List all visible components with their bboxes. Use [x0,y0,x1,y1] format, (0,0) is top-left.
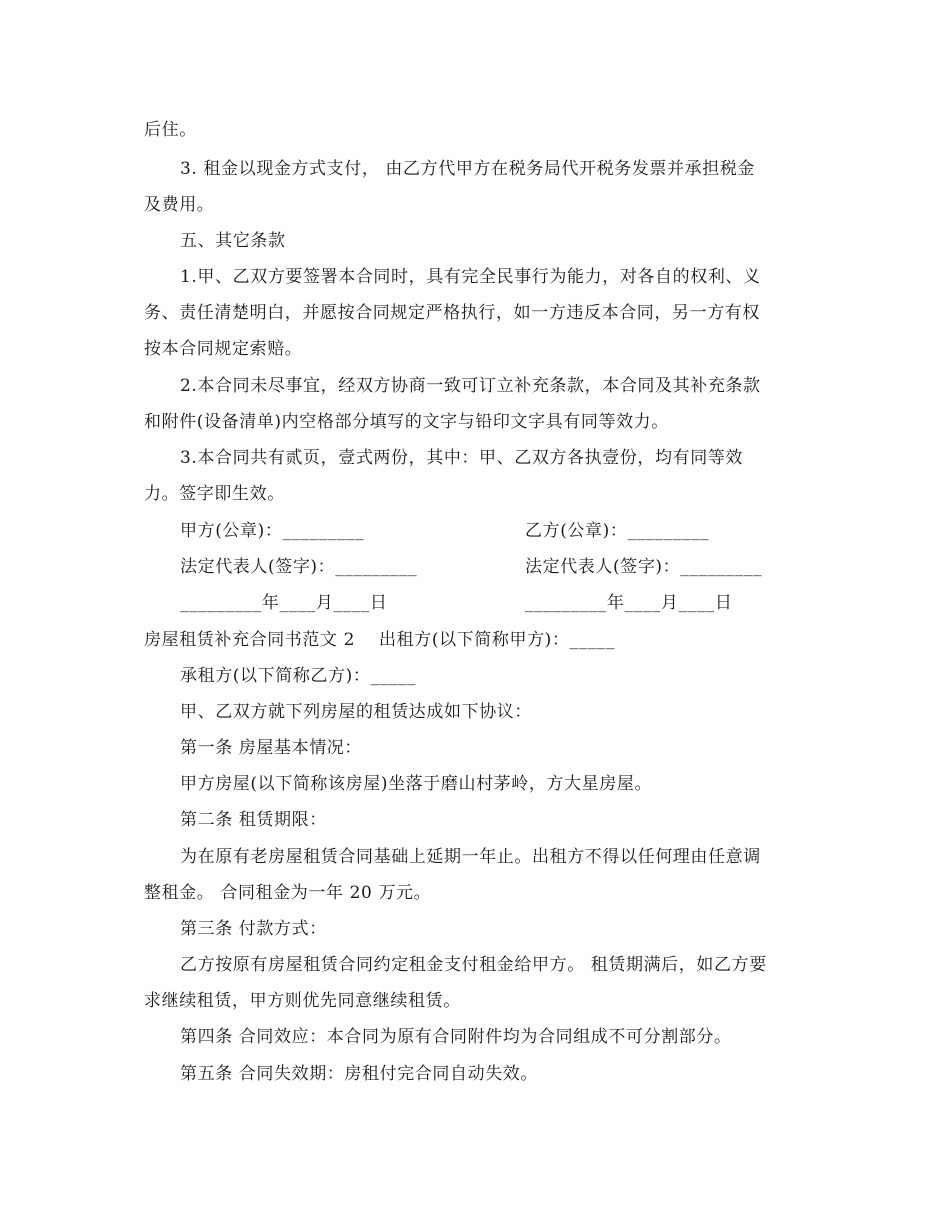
text-line: 后住。 [144,120,197,140]
party-a-seal-field: 甲方(公章)：_________ [180,521,365,541]
article-2-body: 为在原有老房屋租赁合同基础上延期一年止。出租方不得以任何理由任意调 [180,847,761,867]
article-5: 第五条 合同失效期：房租付完合同自动失效。 [180,1064,539,1084]
article-4: 第四条 合同效应：本合同为原有合同附件均为合同组成不可分割部分。 [180,1027,732,1047]
text-line: 力。签字即生效。 [144,484,285,504]
article-2-title: 第二条 租赁期限： [180,810,327,830]
party-b-date-field: _________年____月____日 [525,593,733,613]
clause-4-3: 3. 租金以现金方式支付， 由乙方代甲方在税务局代开税务发票并承担税金 [180,159,756,179]
text-line: 务、责任清楚明白，并愿按合同规定严格执行，如一方违反本合同，另一方有权 [144,303,760,323]
party-a-date-field: _________年____月____日 [180,593,388,613]
article-3-title: 第三条 付款方式： [180,919,327,939]
clause-5-3: 3.本合同共有贰页，壹式两份，其中：甲、乙双方各执壹份，均有同等效 [180,448,744,468]
lessor-field: 出租方(以下简称甲方)：_____ [379,630,615,650]
clause-5-1: 1.甲、乙双方要签署本合同时，具有完全民事行为能力，对各自的权利、义 [180,267,761,287]
article-2-body-cont: 整租金。 合同租金为一年 20 万元。 [144,883,432,903]
agreement-intro: 甲、乙双方就下列房屋的租赁达成如下协议： [180,702,532,722]
party-b-seal-field: 乙方(公章)：_________ [525,521,710,541]
article-3-body-cont: 求继续租赁，甲方则优先同意继续租赁。 [144,991,461,1011]
clause-5-2: 2.本合同未尽事宜，经双方协商一致可订立补充条款，本合同及其补充条款 [180,376,761,396]
party-b-representative-field: 法定代表人(签字)：_________ [525,557,763,577]
text-line: 按本合同规定索赔。 [144,339,303,359]
party-a-representative-field: 法定代表人(签字)：_________ [180,557,418,577]
text-line: 和附件(设备清单)内空格部分填写的文字与铅印文字具有同等效力。 [144,412,669,432]
section-heading-other-terms: 五、其它条款 [180,231,286,251]
article-3-body: 乙方按原有房屋租赁合同约定租金支付租金给甲方。 租赁期满后，如乙方要 [180,955,767,975]
article-1-body: 甲方房屋(以下简称该房屋)坐落于磨山村茅岭，方大星房屋。 [180,774,653,794]
document-title-line [144,628,615,652]
article-1-title: 第一条 房屋基本情况： [180,738,363,758]
text-line: 及费用。 [144,195,215,215]
document-title: 房屋租赁补充合同书范文 2 [144,630,356,650]
lessee-field: 承租方(以下简称乙方)：_____ [180,666,416,686]
